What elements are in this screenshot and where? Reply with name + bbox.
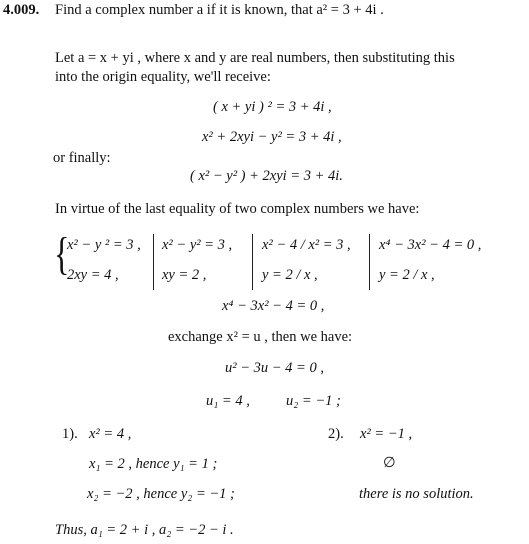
case-1-line-1: x₁ = 2 , hence y₁ = 1 ; (89, 456, 218, 472)
equation-1: ( x + yi ) ² = 3 + 4i , (213, 99, 332, 115)
case-1-line-2: x₂ = −2 , hence y₂ = −1 ; (87, 486, 235, 502)
conclusion: Thus, a₁ = 2 + i , a₂ = −2 − i . (55, 522, 234, 538)
quartic-equation: x⁴ − 3x² − 4 = 0 , (222, 298, 325, 314)
intro-line-1: Let a = x + yi , where x and y are real numbers, then substituting this (55, 50, 455, 66)
case-2-equation: x² = −1 , (360, 426, 413, 442)
system-1-bottom: 2xy = 4 , (67, 267, 119, 283)
system-1-top: x² − y ² = 3 , (67, 237, 141, 253)
system-3-top: x² − 4 / x² = 3 , (262, 237, 351, 253)
system-3-bottom: y = 2 / x , (262, 267, 318, 283)
empty-set-symbol: ∅ (383, 455, 396, 471)
system-4-bottom: y = 2 / x , (379, 267, 435, 283)
system-4-top: x⁴ − 3x² − 4 = 0 , (379, 237, 482, 253)
root-u2: u₂ = −1 ; (286, 393, 341, 409)
system-separator (153, 234, 154, 290)
no-solution-text: there is no solution. (359, 486, 474, 502)
virtue-text: In virtue of the last equality of two complex numbers we have: (55, 201, 420, 217)
left-brace: { (54, 228, 70, 279)
system-2-bottom: xy = 2 , (162, 267, 207, 283)
case-1-label: 1). (62, 426, 78, 442)
quadratic-equation: u² − 3u − 4 = 0 , (225, 360, 324, 376)
problem-statement: Find a complex number a if it is known, that a² = 3 + 4i . (55, 2, 384, 18)
equation-2: x² + 2xyi − y² = 3 + 4i , (202, 129, 342, 145)
equation-3: ( x² − y² ) + 2xyi = 3 + 4i. (190, 168, 343, 184)
problem-number: 4.009. (3, 2, 40, 18)
root-u1: u₁ = 4 , (206, 393, 250, 409)
intro-line-2: into the origin equality, we'll receive: (55, 69, 271, 85)
case-1-equation: x² = 4 , (89, 426, 132, 442)
system-separator (369, 234, 370, 290)
exchange-text: exchange x² = u , then we have: (168, 329, 353, 345)
or-finally-label: or finally: (53, 150, 111, 166)
system-2-top: x² − y² = 3 , (162, 237, 233, 253)
system-separator (252, 234, 253, 290)
case-2-label: 2). (328, 426, 344, 442)
